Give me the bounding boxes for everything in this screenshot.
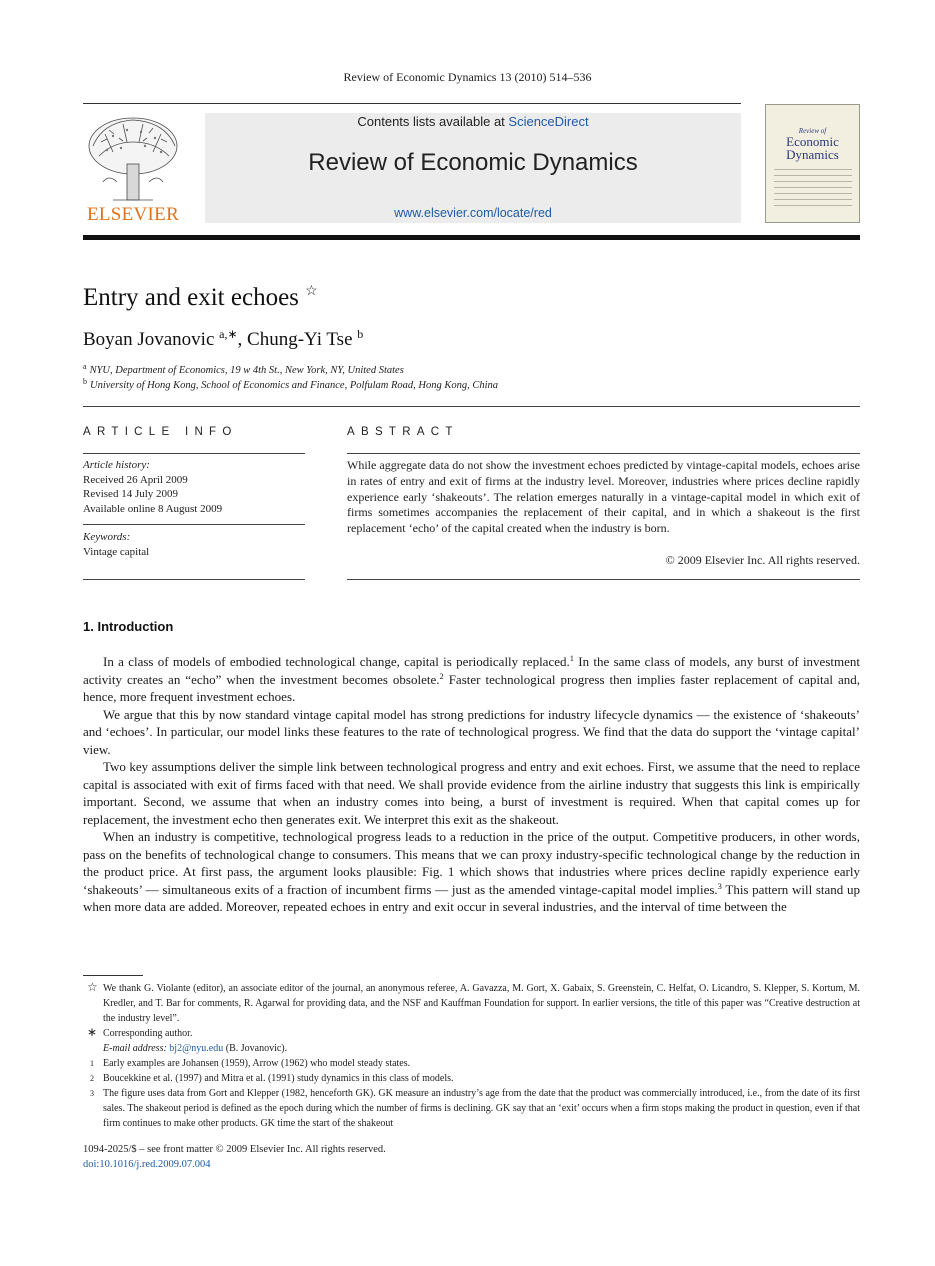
author-separator: , (237, 329, 248, 350)
article-info-heading: ARTICLE INFO (83, 426, 238, 438)
history-label: Article history: (83, 459, 150, 471)
cover-title (766, 127, 859, 161)
footnote-mark: 3 (90, 1089, 94, 1098)
doi-link[interactable]: doi:10.1016/j.red.2009.07.004 (83, 1159, 211, 1170)
footnote (83, 1071, 860, 1086)
footnote-mark: ☆ (87, 980, 98, 994)
footnote-mark: ∗ (87, 1025, 98, 1039)
body-text (83, 653, 860, 916)
email-label: E-mail address: (103, 1043, 167, 1054)
paragraph: Two key assumptions deliver the simple link between technological progress and entry and exit echoes. First, we assume that the need to replace capital is associated with exit of firms faced with that need. We shall provide evidence from the airline industry that suggests this link is empirically important. Second, we assume that when an industry comes into being, a burst of investment is required. When that capital comes up for replacement, the investment echo then generates exit. We interpret this exit as the shakeout. (83, 759, 860, 827)
author-marks[interactable]: b (357, 327, 364, 341)
abstract-rule (347, 453, 860, 454)
footnote-ref[interactable]: 2 (439, 670, 444, 681)
article-title (83, 283, 318, 312)
footnote (83, 1056, 860, 1071)
author-marks[interactable]: a,∗ (219, 327, 238, 341)
footnote-mark: 1 (90, 1059, 94, 1068)
keywords (83, 530, 305, 559)
elsevier-wordmark: ELSEVIER (86, 204, 180, 225)
footnote (83, 981, 860, 1026)
author-name[interactable]: Boyan Jovanovic (83, 329, 215, 350)
info-rule (83, 524, 305, 525)
title-footnote-mark[interactable]: ☆ (305, 284, 318, 299)
footnotes (83, 981, 860, 1131)
journal-title: Review of Economic Dynamics (308, 149, 638, 176)
abstract-heading: ABSTRACT (347, 426, 459, 438)
keyword[interactable]: Vintage capital (83, 545, 150, 558)
affiliation (83, 362, 404, 376)
paragraph (83, 828, 860, 916)
journal-cover-thumbnail[interactable] (765, 104, 860, 223)
text-run: In the same class of models, any burst of investment activity creates an “echo” when the investment becomes obsolete. (83, 654, 860, 687)
footnote-text: The figure uses data from Gort and Klepper (1982, henceforth GK). GK measure an industry’s age from the date that the product was commercially introduced, i.e., from the date of its first sales. The shakeout period is defined as the epoch during which the number of firms is declining. GK say that an ‘exit’ occurs when a firm stops making the product in question, even if that firm continues to make other products. GK time the start of the shakeout (103, 1088, 860, 1129)
contents-prefix: Contents lists available at (357, 114, 509, 129)
footnote-text: We thank G. Violante (editor), an associate editor of the journal, an anonymous referee, A. Gavazza, M. Gort, X. Gabaix, S. Greenstein, C. Helfat, O. Licandro, S. Klepper, S. Kortum, M. Kredler, and T. Bar for comments, R. Agarwal for providing data, and the NSF and Kauffman Foundation for support. In earlier versions, the title of this paper was “Creative destruction at the industry level”. (103, 983, 860, 1024)
abstract-text: While aggregate data do not show the investment echoes predicted by vintage-capital models, echoes arise in rates of entry and exit of firms at the industry level. Moreover, industries where prices decline rapidly experience early ‘shakeouts’. The relation emerges naturally in a vintage-capital model in which exit of firms sometimes accompanies the replacement of their capital, and in which a shakeout is the first replacement ‘echo’ of the capital created when the industry is born. (347, 458, 860, 536)
author-list (83, 327, 363, 351)
author-name[interactable]: Chung-Yi Tse (247, 329, 353, 350)
footnote-text: Boucekkine et al. (1997) and Mitra et al. (1991) study dynamics in this class of models. (103, 1073, 454, 1084)
section-rule (83, 406, 860, 407)
text-run: When an industry is competitive, technological progress leads to a reduction in the price of the output. Competitive producers, in other words, pass on the benefits of technological change to consumers. This means that we can proxy industry-specific technological change by the reduction in the product price. At first pass, the argument looks plausible: Fig. 1 which shows that industries where prices decline rapidly experience early ‘shakeouts’ — simultaneous exits of a fraction of incumbent firms — just as the amended vintage-capital model implies. (83, 829, 860, 897)
footnote-text: Corresponding author. (103, 1028, 193, 1039)
footnote (83, 1026, 860, 1041)
abstract-rule (347, 579, 860, 580)
email-suffix: (B. Jovanovic). (223, 1043, 288, 1054)
header-rule (83, 103, 741, 104)
footnote (83, 1086, 860, 1131)
affiliation-mark: b (83, 377, 87, 386)
paragraph: We argue that this by now standard vintage capital model has strong predictions for industry lifecycle dynamics — the existence of ‘shakeouts’ and ‘echoes’. In particular, our model links these features to the rate of technological progress. We find that the data do support the ‘vintage capital’ view. (83, 706, 860, 757)
affiliation (83, 377, 498, 391)
article-title-text: Entry and exit echoes (83, 284, 299, 311)
footnote-mark: 2 (90, 1074, 94, 1083)
sciencedirect-link[interactable]: ScienceDirect (508, 114, 589, 129)
footnote-rule (83, 975, 143, 976)
info-rule (83, 579, 305, 580)
affiliation-text: NYU, Department of Economics, 19 w 4th St., New York, NY, United States (89, 365, 404, 376)
text-run: Faster technological progress then implies faster replacement of capital and, hence, more frequent investment echoes. (83, 671, 860, 704)
footnote (83, 1041, 860, 1056)
cover-decoration (774, 169, 852, 211)
article-history (83, 458, 305, 516)
abstract-copyright: © 2009 Elsevier Inc. All rights reserved. (665, 553, 860, 567)
issn-line: 1094-2025/$ – see front matter © 2009 Elsevier Inc. All rights reserved. (83, 1144, 386, 1155)
cover-line1: Economic (786, 134, 839, 149)
affiliation-mark: a (83, 362, 87, 371)
text-run: In a class of models of embodied technological change, capital is periodically replaced. (103, 654, 570, 669)
cover-line2: Dynamics (786, 147, 839, 162)
journal-banner (205, 113, 741, 223)
email-link[interactable]: bj2@nyu.edu (169, 1043, 224, 1054)
received-date: Received 26 April 2009 (83, 473, 188, 486)
footnote-ref[interactable]: 3 (717, 880, 722, 891)
footnote-text: Early examples are Johansen (1959), Arrow (1962) who model steady states. (103, 1058, 411, 1069)
text-run: This pattern will stand up when more data are added. Moreover, repeated echoes in entry and exit occur in several industries, and the interval of time between the (83, 881, 860, 914)
contents-line (205, 114, 741, 129)
bottom-meta (83, 1142, 386, 1172)
journal-citation: Review of Economic Dynamics 13 (2010) 514–536 (343, 70, 592, 84)
journal-url-link[interactable]: www.elsevier.com/locate/red (394, 206, 552, 220)
affiliation-text: University of Hong Kong, School of Economics and Finance, Polfulam Road, Hong Kong, China (90, 380, 499, 391)
section-title: 1. Introduction (83, 619, 174, 634)
available-date: Available online 8 August 2009 (83, 502, 223, 515)
elsevier-logo[interactable] (83, 112, 183, 224)
header-thick-rule (83, 235, 860, 240)
cover-small: Review of (798, 127, 827, 135)
revised-date: Revised 14 July 2009 (83, 488, 179, 500)
info-rule (83, 453, 305, 454)
footnote-ref[interactable]: 1 (569, 653, 574, 663)
paragraph (83, 653, 860, 706)
elsevier-tree-icon (83, 112, 183, 204)
keywords-label: Keywords: (83, 531, 131, 543)
